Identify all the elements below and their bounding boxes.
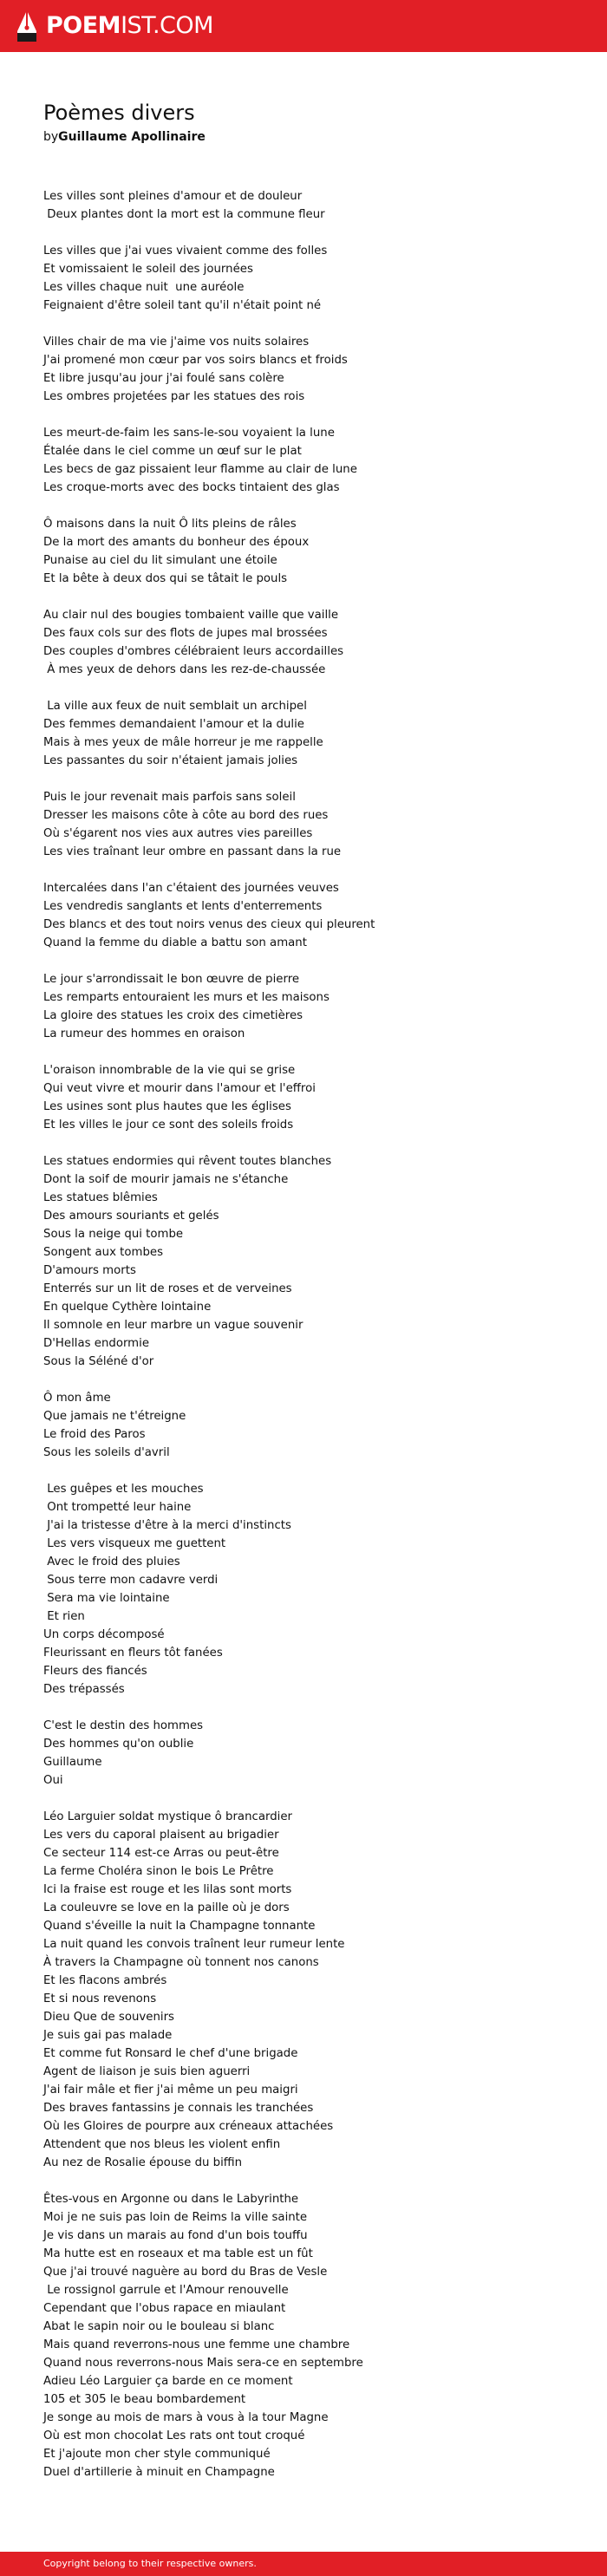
poem-stanza xyxy=(43,970,581,1043)
poem-line: Songent aux tombes xyxy=(43,1246,164,1259)
poem-line: Ô maisons dans la nuit Ô lits pleins de râles xyxy=(43,518,297,531)
poem-line: Les vers du caporal plaisent au brigadier xyxy=(43,1829,279,1842)
poem-line: Les statues endormies qui rêvent toutes blanches xyxy=(43,1155,332,1168)
poem-stanza xyxy=(43,1061,581,1134)
poem-line: Un corps décomposé xyxy=(43,1628,165,1641)
poem-line: Je songe au mois de mars à vous à la tour Magne xyxy=(43,2411,329,2424)
poem-line: Puis le jour revenait mais parfois sans soleil xyxy=(43,791,296,804)
poem-line: Mais quand reverrons-nous une femme une chambre xyxy=(43,2338,350,2351)
poem-line: Deux plantes dont la mort est la commune fleur xyxy=(43,208,325,221)
poem-line: Adieu Léo Larguier ça barde en ce moment xyxy=(43,2375,293,2388)
poem-line: Ma hutte est en roseaux et ma table est un fût xyxy=(43,2247,313,2260)
poem-line: La nuit quand les convois traînent leur rumeur lente xyxy=(43,1938,345,1951)
poem-stanza xyxy=(43,1389,581,1462)
poem-stanza xyxy=(43,697,581,770)
poem-line: Les villes sont pleines d'amour et de douleur xyxy=(43,190,303,203)
poem-line: Sous les soleils d'avril xyxy=(43,1446,170,1459)
poem-line: Les vers visqueux me guettent xyxy=(43,1537,226,1550)
poem-line: D'amours morts xyxy=(43,1264,136,1277)
poem-line: Le jour s'arrondissait le bon œuvre de pierre xyxy=(43,973,300,986)
poem-line: Ce secteur 114 est-ce Arras ou peut-être xyxy=(43,1847,279,1860)
poem-line: Et vomissaient le soleil des journées xyxy=(43,263,253,276)
poem-stanza xyxy=(43,606,581,679)
poem-line: De la mort des amants du bonheur des époux xyxy=(43,536,310,549)
poem-line: Que jamais ne t'étreigne xyxy=(43,1410,186,1423)
poem-line: Des braves fantassins je connais les tranchées xyxy=(43,2102,314,2115)
brand-light: IST.COM xyxy=(121,12,213,39)
poem-line: Et les flacons ambrés xyxy=(43,1974,167,1987)
poem-line: Quand la femme du diable a battu son amant xyxy=(43,936,307,949)
poem-line: C'est le destin des hommes xyxy=(43,1719,204,1732)
poem-line: Et si nous revenons xyxy=(43,1992,157,2005)
poem-content xyxy=(43,99,581,2500)
poem-stanza xyxy=(43,2190,581,2481)
poem-line: Au clair nul des bougies tombaient vaille que vaille xyxy=(43,609,339,622)
poem-line: Le rossignol garrule et l'Amour renouvelle xyxy=(43,2284,289,2297)
poem-line: Enterrés sur un lit de roses et de verveines xyxy=(43,1282,292,1295)
poem-line: Duel d'artillerie à minuit en Champagne xyxy=(43,2466,275,2479)
poem-line: Il somnole en leur marbre un vague souvenir xyxy=(43,1319,304,1332)
poem-line: À mes yeux de dehors dans les rez-de-chaussée xyxy=(43,663,326,676)
poem-title: Poèmes divers xyxy=(43,101,195,125)
poem-line: Les remparts entouraient les murs et les maisons xyxy=(43,991,330,1004)
poem-line: 105 et 305 le beau bombardement xyxy=(43,2393,246,2406)
poem-line: Sous terre mon cadavre verdi xyxy=(43,1574,219,1587)
poem-line: Ici la fraise est rouge et les lilas sont morts xyxy=(43,1883,292,1896)
poem-line: Ô mon âme xyxy=(43,1392,111,1405)
poem-line: Des blancs et des tout noirs venus des cieux qui pleurent xyxy=(43,918,375,931)
poem-line: Agent de liaison je suis bien aguerri xyxy=(43,2065,251,2078)
poem-line: Et comme fut Ronsard le chef d'une brigade xyxy=(43,2047,298,2060)
poem-line: Avec le froid des pluies xyxy=(43,1555,180,1568)
poem-line: Je suis gai pas malade xyxy=(43,2029,173,2042)
poem-line: Des trépassés xyxy=(43,1683,125,1696)
poem-stanza xyxy=(43,879,581,952)
poem-line: Les statues blêmies xyxy=(43,1191,158,1204)
poem-line: Des femmes demandaient l'amour et la dulie xyxy=(43,718,304,731)
poem-line: Et j'ajoute mon cher style communiqué xyxy=(43,2448,271,2461)
poem-stanza xyxy=(43,788,581,861)
poem-line: Guillaume xyxy=(43,1756,102,1769)
poem-stanza xyxy=(43,187,581,224)
fountain-pen-nib-icon xyxy=(16,9,38,43)
site-logo-link[interactable] xyxy=(16,9,213,43)
poem-line: Dont la soif de mourir jamais ne s'étanche xyxy=(43,1173,289,1186)
poem-line: Quand nous reverrons-nous Mais sera-ce en septembre xyxy=(43,2357,363,2370)
poem-line: Le froid des Paros xyxy=(43,1428,146,1441)
poem-line: Où est mon chocolat Les rats ont tout croqué xyxy=(43,2429,305,2442)
poem-line: Et rien xyxy=(43,1610,85,1623)
site-brand xyxy=(46,9,213,43)
poem-line: Les ombres projetées par les statues des rois xyxy=(43,390,305,403)
poem-line: D'Hellas endormie xyxy=(43,1337,150,1350)
poem-line: Les usines sont plus hautes que les églises xyxy=(43,1100,291,1113)
copyright-notice: Copyright belong to their respective owners. xyxy=(43,2558,257,2569)
poem-stanza xyxy=(43,424,581,497)
poem-line: Les becs de gaz pissaient leur flamme au clair de lune xyxy=(43,463,357,476)
poem-line: Les croque-morts avec des bocks tintaient des glas xyxy=(43,481,340,494)
poem-byline xyxy=(43,128,581,146)
poem-line: Les meurt-de-faim les sans-le-sou voyaient la lune xyxy=(43,427,335,440)
poem-stanza xyxy=(43,1717,581,1790)
poem-line: Punaise au ciel du lit simulant une étoile xyxy=(43,554,277,567)
poem-line: Ont trompetté leur haine xyxy=(43,1501,192,1514)
poem-line: J'ai la tristesse d'être à la merci d'instincts xyxy=(43,1519,291,1532)
site-header xyxy=(0,0,607,52)
poem-line: Quand s'éveille la nuit la Champagne tonnante xyxy=(43,1920,316,1933)
poem-line: Les villes que j'ai vues vivaient comme des folles xyxy=(43,245,328,258)
poem-line: Les vies traînant leur ombre en passant dans la rue xyxy=(43,845,342,858)
poem-line: Sous la neige qui tombe xyxy=(43,1228,184,1241)
poem-line: Étalée dans le ciel comme un œuf sur le plat xyxy=(43,445,302,458)
poem-line: Et libre jusqu'au jour j'ai foulé sans colère xyxy=(43,372,284,385)
poem-line: Fleurissant en fleurs tôt fanées xyxy=(43,1647,223,1660)
poem-line: La couleuvre se love en la paille où je dors xyxy=(43,1901,290,1914)
poem-line: Où les Gloires de pourpre aux créneaux attachées xyxy=(43,2120,334,2133)
brand-strong: POEM xyxy=(46,12,121,39)
poem-line: Dresser les maisons côte à côte au bord des rues xyxy=(43,809,329,822)
poem-line: Fleurs des fiancés xyxy=(43,1665,147,1678)
poem-line: Des couples d'ombres célébraient leurs accordailles xyxy=(43,645,344,658)
poem-line: Sous la Séléné d'or xyxy=(43,1355,154,1368)
site-footer xyxy=(0,2552,607,2576)
poem-line: Mais à mes yeux de mâle horreur je me rappelle xyxy=(43,736,323,749)
poem-stanza xyxy=(43,242,581,315)
poem-line: Villes chair de ma vie j'aime vos nuits solaires xyxy=(43,336,310,349)
poem-body xyxy=(43,187,581,2481)
poem-line: Les passantes du soir n'étaient jamais jolies xyxy=(43,754,298,767)
poem-stanza xyxy=(43,1152,581,1371)
byline-prefix: by xyxy=(43,130,59,144)
poem-line: Qui veut vivre et mourir dans l'amour et l'effroi xyxy=(43,1082,316,1095)
poem-line: Les villes chaque nuit une auréole xyxy=(43,281,245,294)
poem-line: Les guêpes et les mouches xyxy=(43,1483,204,1496)
poem-line: Et la bête à deux dos qui se tâtait le pouls xyxy=(43,572,288,585)
poem-line: En quelque Cythère lointaine xyxy=(43,1301,212,1314)
poem-line: Au nez de Rosalie épouse du biffin xyxy=(43,2156,243,2169)
poem-line: Je vis dans un marais au fond d'un bois touffu xyxy=(43,2229,308,2242)
poem-line: La gloire des statues les croix des cimetières xyxy=(43,1009,304,1022)
poem-line: Êtes-vous en Argonne ou dans le Labyrinthe xyxy=(43,2193,299,2206)
poem-line: Dieu Que de souvenirs xyxy=(43,2011,174,2024)
poem-line: La ville aux feux de nuit semblait un archipel xyxy=(43,700,307,713)
poem-stanza xyxy=(43,1808,581,2172)
poem-line: Moi je ne suis pas loin de Reims la ville sainte xyxy=(43,2211,308,2224)
poem-author[interactable]: Guillaume Apollinaire xyxy=(58,130,206,144)
poem-line: Des hommes qu'on oublie xyxy=(43,1738,194,1751)
poem-line: Intercalées dans l'an c'étaient des journées veuves xyxy=(43,882,339,895)
poem-line: La rumeur des hommes en oraison xyxy=(43,1027,245,1040)
poem-line: Abat le sapin noir ou le bouleau si blanc xyxy=(43,2320,275,2333)
poem-line: La ferme Choléra sinon le bois Le Prêtre xyxy=(43,1865,274,1878)
poem-stanza xyxy=(43,333,581,406)
poem-line: Des amours souriants et gelés xyxy=(43,1210,219,1223)
poem-line: Sera ma vie lointaine xyxy=(43,1592,170,1605)
poem-line: Les vendredis sanglants et lents d'enterrements xyxy=(43,900,323,913)
poem-line: À travers la Champagne où tonnent nos canons xyxy=(43,1956,319,1969)
poem-line: Des faux cols sur des flots de jupes mal brossées xyxy=(43,627,328,640)
poem-line: Et les villes le jour ce sont des soleils froids xyxy=(43,1118,294,1131)
poem-line: Cependant que l'obus rapace en miaulant xyxy=(43,2302,286,2315)
poem-line: Oui xyxy=(43,1774,63,1787)
poem-line: Que j'ai trouvé naguère au bord du Bras de Vesle xyxy=(43,2266,328,2279)
poem-line: J'ai promené mon cœur par vos soirs blancs et froids xyxy=(43,354,348,367)
poem-line: Où s'égarent nos vies aux autres vies pareilles xyxy=(43,827,313,840)
poem-line: Léo Larguier soldat mystique ô brancardier xyxy=(43,1810,292,1823)
poem-stanza xyxy=(43,515,581,588)
poem-line: Attendent que nos bleus les violent enfin xyxy=(43,2138,281,2151)
poem-stanza xyxy=(43,1480,581,1699)
poem-line: Feignaient d'être soleil tant qu'il n'était point né xyxy=(43,299,322,312)
poem-line: L'oraison innombrable de la vie qui se grise xyxy=(43,1064,296,1077)
poem-line: J'ai fair mâle et fier j'ai même un peu maigri xyxy=(43,2084,298,2097)
